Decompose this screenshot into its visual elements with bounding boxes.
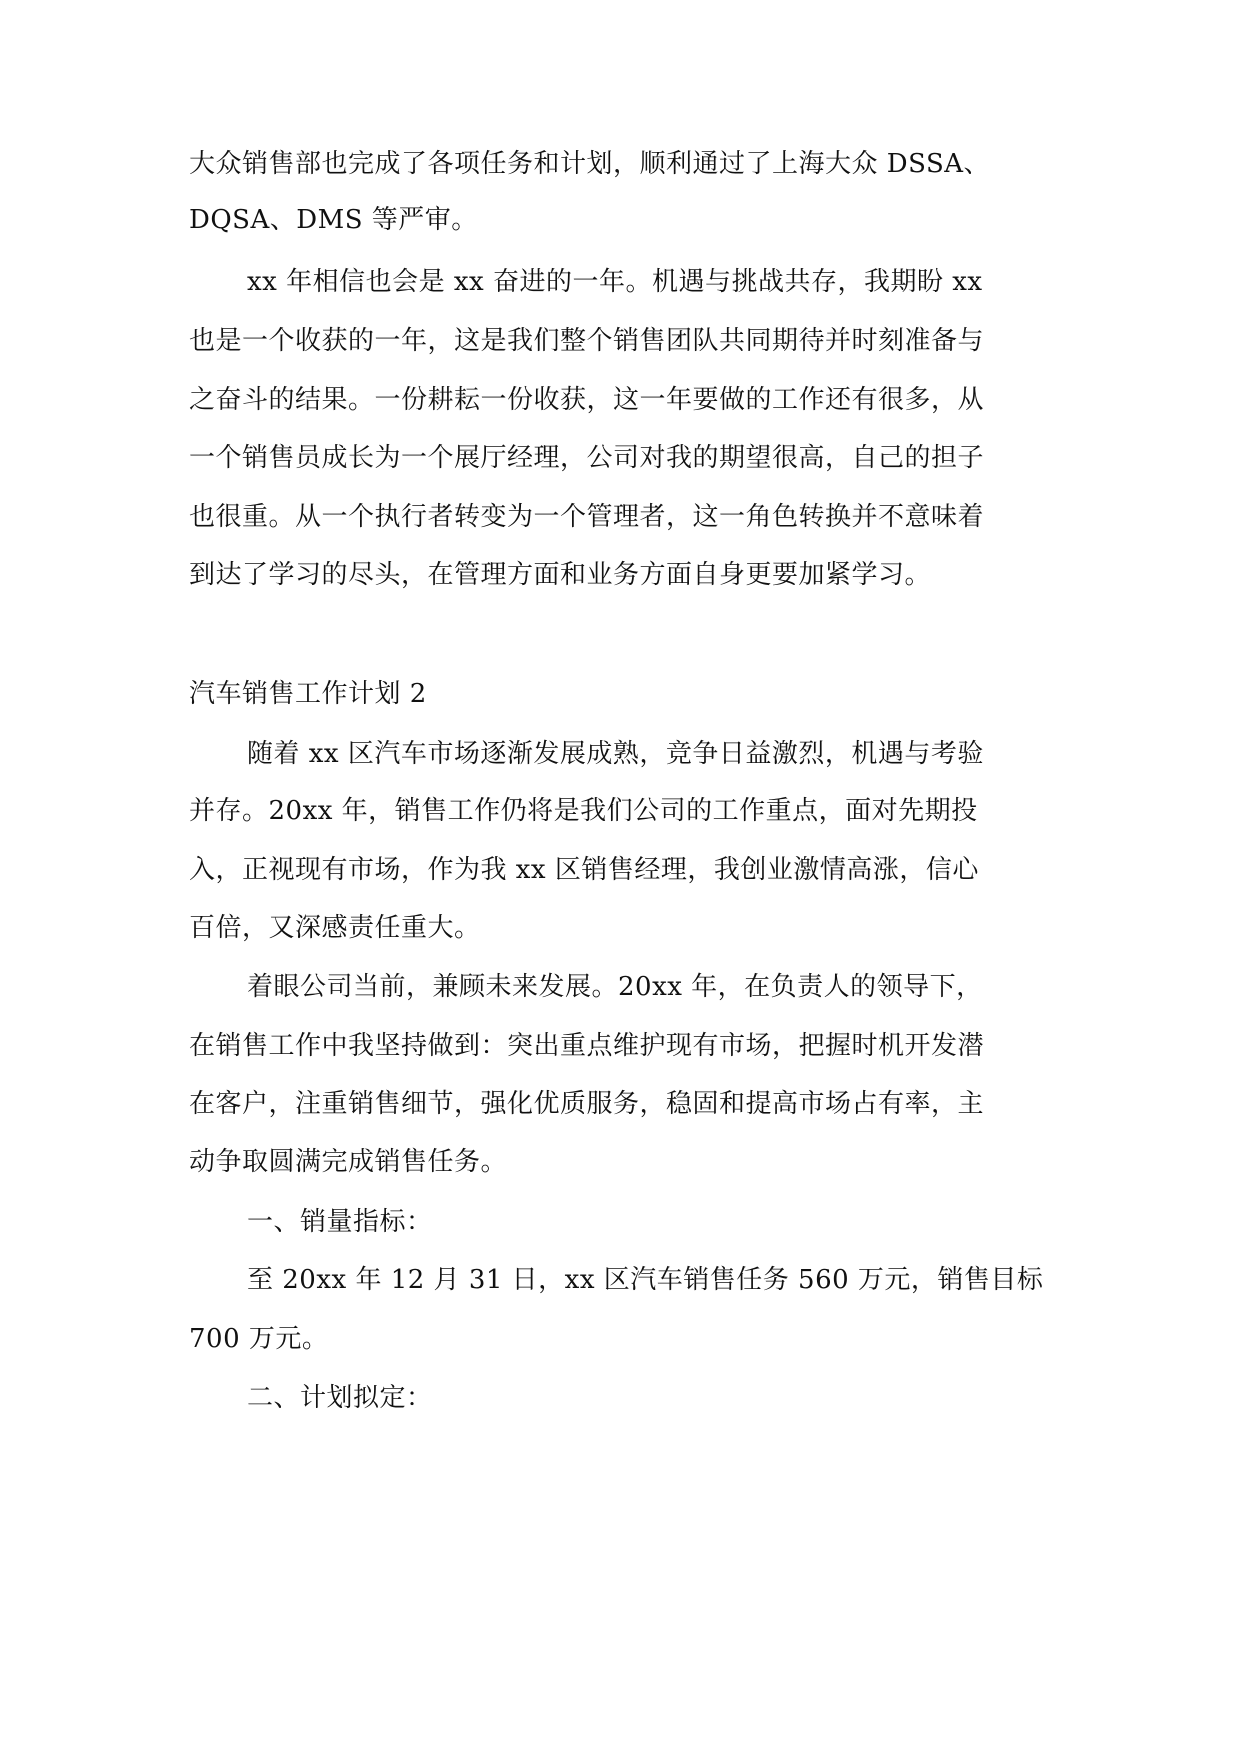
paragraph-line: 也很重。从一个执行者转变为一个管理者，这一角色转换并不意味着 [189,502,985,532]
paragraph-line: 在客户，注重销售细节，强化优质服务，稳固和提高市场占有率，主 [189,1089,985,1119]
paragraph-line: 着眼公司当前，兼顾未来发展。20xx 年，在负责人的领导下， [247,972,983,1002]
paragraph-line: 也是一个收获的一年，这是我们整个销售团队共同期待并时刻准备与 [189,326,985,356]
paragraph-line: 到达了学习的尽头，在管理方面和业务方面自身更要加紧学习。 [189,560,932,590]
section-subheading: 二、计划拟定： [247,1383,433,1413]
section-subheading: 一、销量指标： [247,1207,433,1237]
paragraph-line: 在销售工作中我坚持做到：突出重点维护现有市场，把握时机开发潜 [189,1031,985,1061]
paragraph-line: DQSA、DMS 等严审。 [189,205,478,235]
paragraph-line: 700 万元。 [189,1324,329,1354]
paragraph-line: 百倍，又深感责任重大。 [189,913,481,943]
paragraph-line: 大众销售部也完成了各项任务和计划，顺利通过了上海大众 DSSA、 [189,149,991,179]
paragraph-line: 动争取圆满完成销售任务。 [189,1147,508,1177]
paragraph-line: 入，正视现有市场，作为我 xx 区销售经理，我创业激情高涨，信心 [189,855,979,885]
paragraph-line: 一个销售员成长为一个展厅经理，公司对我的期望很高，自己的担子 [189,443,985,473]
paragraph-line: 之奋斗的结果。一份耕耘一份收获，这一年要做的工作还有很多，从 [189,385,985,415]
paragraph-line: xx 年相信也会是 xx 奋进的一年。机遇与挑战共存，我期盼 xx [247,267,983,297]
paragraph-line: 至 20xx 年 12 月 31 日，xx 区汽车销售任务 560 万元，销售目标 [247,1265,1044,1295]
paragraph-line: 随着 xx 区汽车市场逐渐发展成熟，竞争日益激烈，机遇与考验 [247,739,984,769]
paragraph-line: 并存。20xx 年，销售工作仍将是我们公司的工作重点，面对先期投 [189,796,978,826]
section-heading: 汽车销售工作计划 2 [189,679,427,709]
